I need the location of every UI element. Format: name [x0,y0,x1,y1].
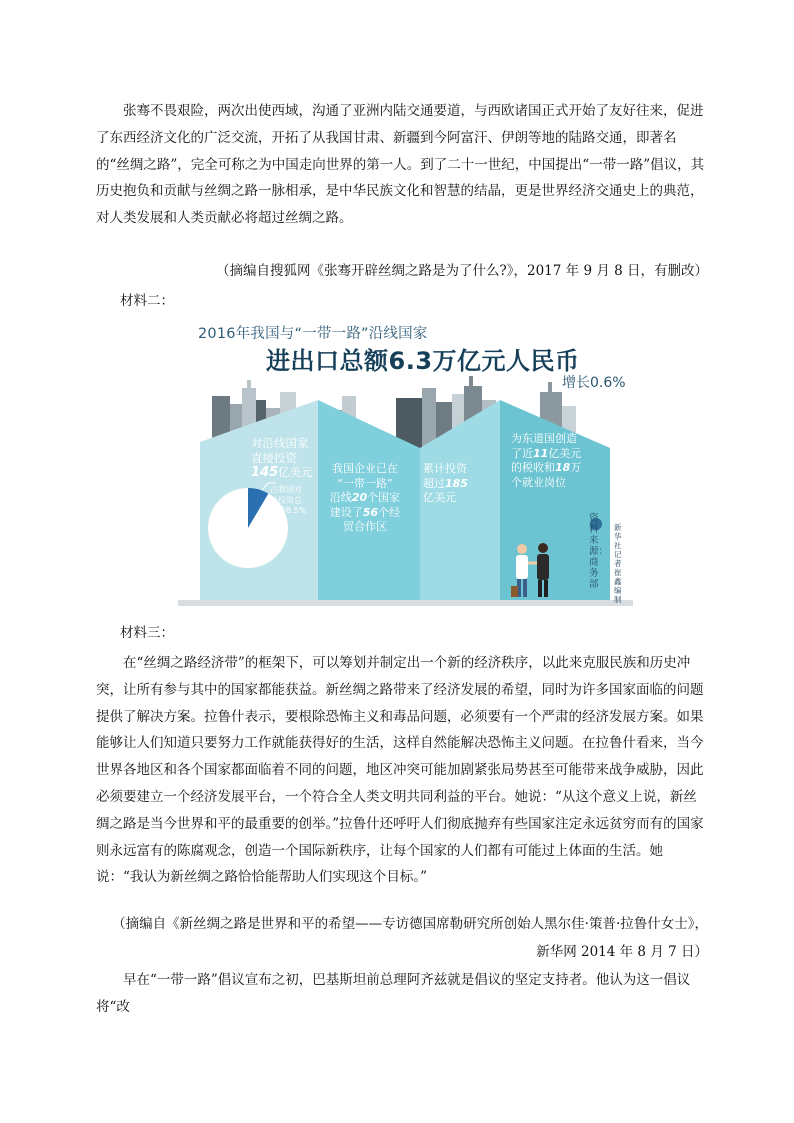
infographic-source: 资料来源：商务部 [589,513,609,590]
material-two-label: 材料二： [120,293,174,309]
panel-four-text: 为东道国创造 了近11亿美元 的税收和18万 个就业岗位 [511,432,582,489]
paragraph-material-four: 早在“一带一路”倡议宣布之初，巴基斯坦前总理阿齐兹就是倡议的坚定支持者。他认为这一倡议将“改 [96,972,691,1015]
infographic-growth: 增长0.6% [562,375,626,391]
ground-shadow [178,600,633,606]
infographic [178,318,633,613]
paragraph-material-three: 在“丝绸之路经济带”的框架下，可以筹划并制定出一个新的经济秩序，以此来克服民族和历史冲突，让所有参与其中的国家都能获益。新丝绸之路带来了经济发展的希望，同时为许多国家面临的问题提供了解决方案。拉鲁什表示，要根除恐怖主义和毒品问题，必须要有一个严肃的经济发展方案。如果能够让人们知道只要努力工作就能获得好的生活，这样自然能解决恐怖主义问题。在拉鲁什看来，当今世界各地区和各个国家都面临着不同的问题，地区冲突可能加剧紧张局势甚至可能带来战争威胁，因此必须要建立一个经济发展平台，一个符合全人类文明共同利益的平台。她说：“从这个意义上说，新丝绸之路是当今世界和平的最重要的创举。”拉鲁什还呼吁人们彻底抛弃有些国家注定永远贫穷而有的国家则永远富有的陈腐观念，创造一个国际新秩序，让每个国家的人们都有可能过上体面的生活。她说：“我认为新丝绸之路恰恰能帮助人们实现这个目标。” [96,655,704,886]
infographic-title-line1: 2016年我国与“一带一路”沿线国家 [198,326,428,342]
panel-one-text: 对沿线国家 直接投资 145亿美元 [251,436,313,480]
paragraph-material-one: 张骞不畏艰险，两次出使西域，沟通了亚洲内陆交通要道，与西欧诸国正式开始了友好往来，促进了东西经济文化的广泛交流，开拓了从我国甘肃、新疆到今阿富汗、伊朗等地的陆路交通，即著名的“丝绸之路”，完全可称之为中国走向世界的第一人。到了二十一世纪，中国提出“一带一路”倡议，其历史抱负和贡献与丝绸之路一脉相承，是中华民族文化和智慧的结晶，更是世界经济交通史上的典范，对人类发展和人类贡献必将超过丝绸之路。 [96,103,705,227]
material-three-label: 材料三： [120,625,174,641]
source-citation-one: （摘编自搜狐网《张骞开辟丝绸之路是为了什么?》，2017 年 9 月 8 日，有删改） [216,263,708,279]
source-citation-three-line1: （摘编自《新丝绸之路是世界和平的希望——专访德国席勒研究所创始人黑尔佳·策普·拉鲁什女士》， [112,916,708,932]
pie-note: 占我国对 外投资总 额的8.5% [270,485,307,515]
source-citation-three-line2: 新华网 2014 年 8 月 7 日） [536,944,708,960]
panel-three-text: 累计投资 超过185 亿美元 [423,462,468,504]
panel-two-text: 我国企业已在 “一带一路” 沿线20个国家 建设了56个经 贸合作区 [329,462,401,533]
infographic-credit: 新华社记者崔鑫编制 [614,523,622,604]
infographic-title-line2: 进出口总额6.3万亿元人民币 [266,347,580,375]
